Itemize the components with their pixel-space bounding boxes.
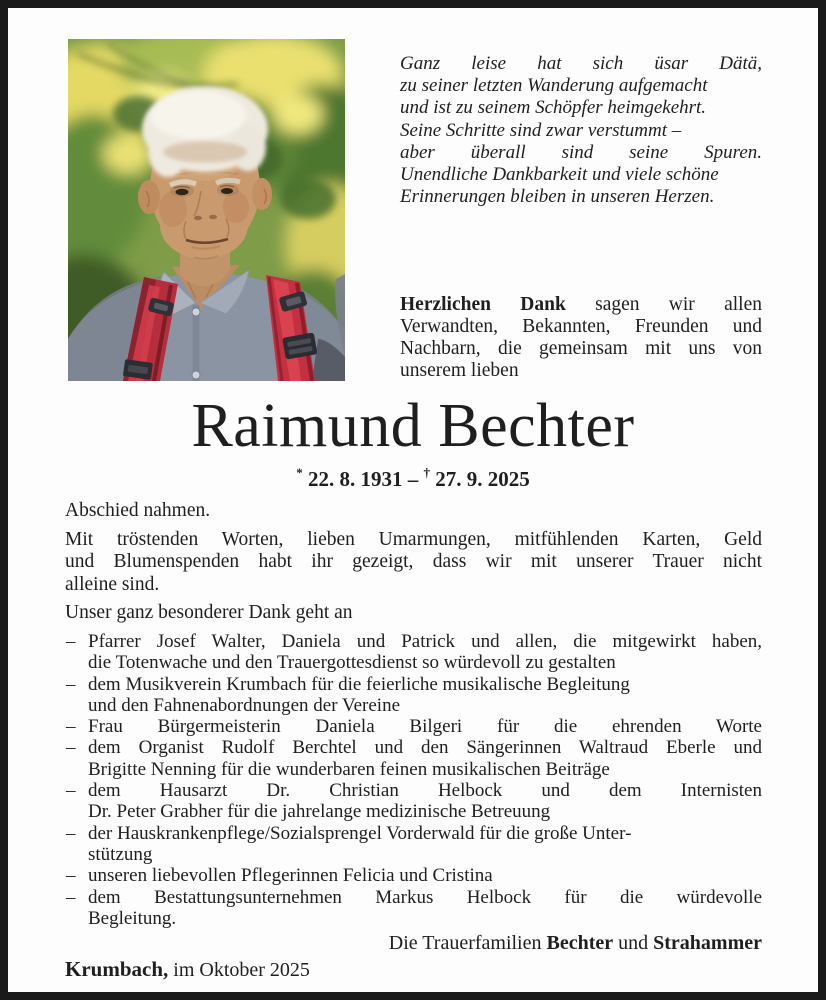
thanks-list-item (65, 674, 762, 717)
item-line-1: der Hauskrankenpflege/Sozialsprengel Vorderwald für die große Unter- (88, 822, 632, 844)
bullet-dash: – (66, 865, 76, 887)
item-line-2: und den Fahnenabordnungen der Vereine (88, 694, 400, 716)
place-date-line (65, 957, 310, 982)
life-dates (8, 466, 818, 492)
death-date: 27. 9. 2025 (435, 467, 530, 491)
bullet-dash: – (66, 737, 76, 759)
families-prefix: Die Trauerfamilien (388, 932, 542, 954)
paragraph-line: alleine sind. (65, 573, 160, 595)
thanks-list-item (65, 631, 762, 674)
memorial-verse (400, 53, 762, 208)
thanks-list-item (65, 780, 762, 823)
thanks-list (65, 631, 762, 929)
thanks-line-1: Herzlichen Dank sagen wir allen (400, 294, 762, 315)
special-thanks-intro: Unser ganz besonderer Dank geht an (65, 602, 353, 623)
thanks-list-item (65, 823, 762, 866)
verse-line: und ist zu seinem Schöpfer heimgekehrt. (400, 97, 707, 119)
bullet-dash: – (66, 822, 76, 844)
bullet-dash: – (66, 673, 76, 695)
paragraph-line: und Blumenspenden habt ihr gezeigt, dass wir mit unserer Trauer nicht (65, 551, 762, 573)
thanks-line-2: Verwandten, Bekannten, Freunden und (400, 315, 762, 337)
item-line-2: die Totenwache und den Trauergottesdienst so würdevoll zu gestalten (88, 652, 616, 674)
item-line-2: stützung (88, 843, 153, 865)
item-line-2: Brigitte Nenning für die wunderbaren feinen musikalischen Beiträge (88, 758, 610, 780)
item-line-1: dem Hausarzt Dr. Christian Helbock und dem Internisten (88, 780, 762, 802)
item-line-2: Dr. Peter Grabher für die jahrelange medizinische Betreuung (88, 801, 551, 823)
farewell-line: Abschied nahmen. (65, 500, 211, 521)
portrait-photo-illustration (68, 39, 345, 381)
verse-line: Unendliche Dankbarkeit und viele schöne (400, 164, 719, 186)
bullet-dash: – (66, 716, 76, 738)
mourning-families-line (389, 932, 762, 955)
family-name-2: Strahammer (653, 932, 762, 954)
thanks-lead-bold: Herzlichen Dank (400, 294, 566, 315)
deceased-name: Raimund Bechter (191, 392, 635, 460)
item-line-1: unseren liebevollen Pflegerinnen Felicia und Cristina (88, 865, 493, 887)
item-line-1: dem Bestattungsunternehmen Markus Helbock für die würdevolle (88, 886, 762, 908)
verse-line: Seine Schritte sind zwar verstummt – (400, 119, 682, 141)
thanks-list-item (65, 716, 762, 737)
thanks-line-4: unserem lieben (400, 359, 519, 381)
condolence-paragraph (65, 529, 762, 596)
family-name-1: Bechter (546, 932, 614, 954)
bullet-dash: – (66, 631, 76, 652)
birth-date: 22. 8. 1931 (308, 467, 403, 491)
birth-symbol: * (296, 465, 303, 480)
item-line-1: Pfarrer Josef Walter, Daniela und Patrick und allen, die mitgewirkt haben, (88, 631, 762, 652)
verse-line: Ganz leise hat sich üsar Dätä, (400, 53, 762, 74)
place-name: Krumbach, (65, 957, 169, 981)
thanks-list-item (65, 887, 762, 930)
item-line-1: dem Organist Rudolf Berchtel und den Sängerinnen Waltraud Eberle und (88, 737, 762, 759)
thanks-list-item (65, 865, 762, 886)
families-conjunction: und (618, 932, 649, 954)
thanks-line-3: Nachbarn, die gemeinsam mit uns von (400, 337, 762, 359)
verse-line: Erinnerungen bleiben in unseren Herzen. (400, 186, 715, 208)
verse-line: zu seiner letzten Wanderung aufgemacht (400, 75, 708, 97)
death-symbol: † (423, 465, 431, 480)
dates-separator: – (407, 467, 419, 491)
item-line-1: Frau Bürgermeisterin Daniela Bilgeri für die ehrenden Worte (88, 716, 762, 738)
item-line-1: dem Musikverein Krumbach für die feierliche musikalische Begleitung (88, 673, 630, 695)
bullet-dash: – (66, 780, 76, 802)
thanks-paragraph (400, 294, 762, 382)
verse-line: aber überall sind seine Spuren. (400, 141, 762, 163)
portrait-photo (68, 39, 345, 381)
date-text: im Oktober 2025 (173, 959, 310, 981)
paragraph-line: Mit tröstenden Worten, lieben Umarmungen, mitfühlenden Karten, Geld (65, 529, 762, 550)
item-line-2: Begleitung. (88, 907, 177, 929)
bullet-dash: – (66, 886, 76, 908)
thanks-list-item (65, 737, 762, 780)
